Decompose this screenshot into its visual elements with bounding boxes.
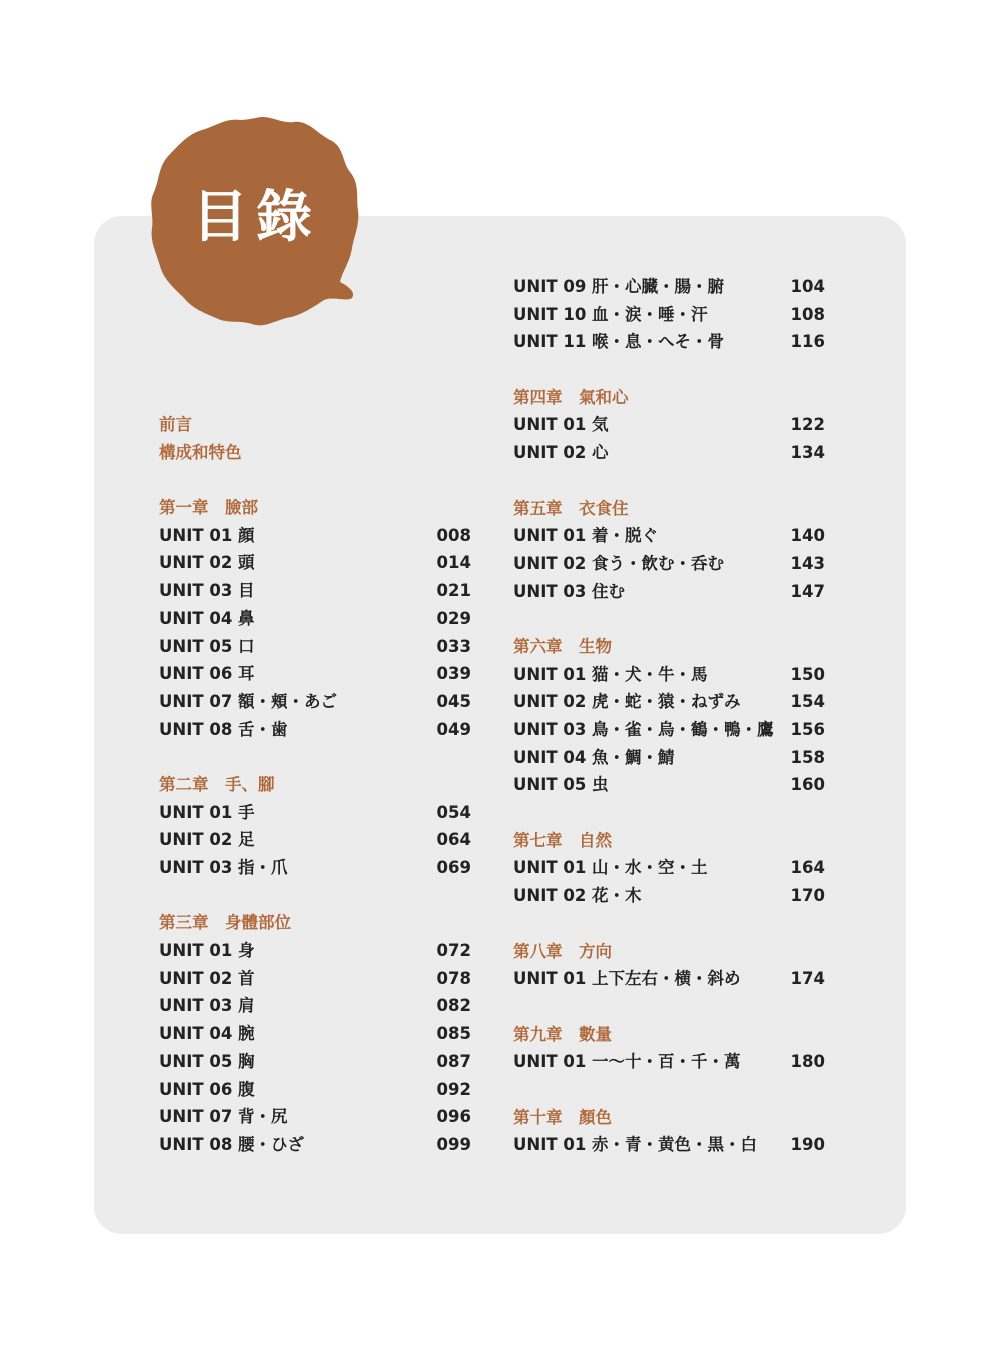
toc-entry bbox=[159, 937, 471, 965]
spacer bbox=[513, 1076, 825, 1104]
unit-title: UNIT 03 肩 bbox=[159, 996, 255, 1016]
page-number: 039 bbox=[436, 664, 471, 684]
unit-title: UNIT 03 目 bbox=[159, 581, 255, 601]
chapter-heading bbox=[159, 439, 471, 467]
page-number: 021 bbox=[436, 581, 471, 601]
spacer bbox=[513, 467, 825, 495]
page-number: 029 bbox=[436, 608, 471, 628]
page-number: 049 bbox=[436, 719, 471, 739]
toc-entry bbox=[159, 660, 471, 688]
toc-entry bbox=[159, 992, 471, 1020]
unit-title: UNIT 01 山・水・空・土 bbox=[513, 858, 708, 878]
chapter-heading bbox=[513, 1021, 825, 1049]
page-number: 078 bbox=[436, 968, 471, 988]
unit-title: UNIT 05 虫 bbox=[513, 775, 609, 795]
chapter-title: 第二章 手、腳 bbox=[159, 774, 275, 794]
toc-entry bbox=[513, 273, 825, 301]
chapter-heading bbox=[159, 494, 471, 522]
unit-title: UNIT 03 住む bbox=[513, 581, 626, 601]
chapter-heading bbox=[159, 909, 471, 937]
toc-entry bbox=[513, 771, 825, 799]
page-number: 096 bbox=[436, 1107, 471, 1127]
unit-title: UNIT 07 背・尻 bbox=[159, 1107, 288, 1127]
page-number: 104 bbox=[790, 277, 825, 296]
spacer bbox=[513, 356, 825, 384]
chapter-title: 第八章 方向 bbox=[513, 941, 612, 961]
toc-entry bbox=[513, 328, 825, 356]
toc-left-column bbox=[159, 411, 471, 1159]
page-number: 190 bbox=[790, 1135, 825, 1155]
toc-entry bbox=[513, 882, 825, 910]
toc-entry bbox=[513, 965, 825, 993]
toc-entry bbox=[159, 1048, 471, 1076]
page-number: 170 bbox=[790, 886, 825, 906]
unit-title: UNIT 02 虎・蛇・猿・ねずみ bbox=[513, 692, 741, 712]
page-number: 014 bbox=[436, 553, 471, 573]
toc-entry bbox=[513, 1131, 825, 1159]
page-number: 134 bbox=[790, 443, 825, 463]
toc-entry bbox=[513, 439, 825, 467]
chapter-heading bbox=[513, 384, 825, 412]
toc-entry bbox=[159, 1103, 471, 1131]
toc-entry bbox=[513, 661, 825, 689]
page-number: 143 bbox=[790, 553, 825, 573]
unit-title: UNIT 04 鼻 bbox=[159, 608, 255, 628]
unit-title: UNIT 01 顔 bbox=[159, 525, 255, 545]
unit-title: UNIT 04 腕 bbox=[159, 1024, 255, 1044]
unit-title: UNIT 01 一～十・百・千・萬 bbox=[513, 1052, 741, 1072]
toc-entry bbox=[513, 688, 825, 716]
toc-entry bbox=[513, 854, 825, 882]
chapter-title: 前言 bbox=[159, 415, 192, 434]
page-number: 116 bbox=[790, 332, 825, 352]
page-number: 064 bbox=[436, 830, 471, 850]
chapter-title: 構成和特色 bbox=[159, 442, 242, 462]
toc-entry bbox=[513, 744, 825, 772]
chapter-heading bbox=[513, 495, 825, 523]
page-number: 154 bbox=[790, 692, 825, 712]
chapter-title: 第九章 數量 bbox=[513, 1024, 612, 1044]
spacer bbox=[513, 605, 825, 633]
toc-entry bbox=[159, 716, 471, 744]
chapter-title: 第三章 身體部位 bbox=[159, 913, 291, 933]
unit-title: UNIT 06 腹 bbox=[159, 1079, 255, 1099]
spacer bbox=[513, 799, 825, 827]
toc-entry bbox=[513, 716, 825, 744]
spacer bbox=[513, 910, 825, 938]
page-number: 180 bbox=[790, 1052, 825, 1072]
page-number: 099 bbox=[436, 1134, 471, 1154]
unit-title: UNIT 02 頭 bbox=[159, 553, 255, 573]
unit-title: UNIT 05 胸 bbox=[159, 1051, 255, 1071]
page-number: 087 bbox=[436, 1051, 471, 1071]
unit-title: UNIT 08 腰・ひざ bbox=[159, 1134, 305, 1154]
chapter-heading bbox=[513, 1104, 825, 1132]
page-number: 147 bbox=[790, 581, 825, 601]
toc-entry bbox=[159, 854, 471, 882]
page-number: 072 bbox=[436, 941, 471, 961]
toc-entry bbox=[159, 1020, 471, 1048]
page-number: 108 bbox=[790, 304, 825, 324]
toc-entry bbox=[159, 522, 471, 550]
chapter-title: 第一章 臉部 bbox=[159, 498, 258, 518]
page-number: 045 bbox=[436, 691, 471, 711]
unit-title: UNIT 07 額・頬・あご bbox=[159, 691, 338, 711]
toc-entry bbox=[513, 578, 825, 606]
unit-title: UNIT 03 指・爪 bbox=[159, 858, 288, 877]
page-number: 069 bbox=[436, 858, 471, 877]
toc-entry bbox=[159, 826, 471, 854]
unit-title: UNIT 01 手 bbox=[159, 802, 255, 822]
chapter-title: 第四章 氣和心 bbox=[513, 387, 629, 407]
spacer bbox=[159, 743, 471, 771]
toc-entry bbox=[159, 799, 471, 827]
spacer bbox=[159, 882, 471, 910]
page-number: 156 bbox=[790, 720, 825, 739]
page-number: 160 bbox=[790, 775, 825, 795]
page-number: 092 bbox=[436, 1079, 471, 1099]
chapter-heading bbox=[513, 633, 825, 661]
toc-entry bbox=[513, 522, 825, 550]
page-number: 085 bbox=[436, 1024, 471, 1044]
toc-entry bbox=[159, 1131, 471, 1159]
toc-entry bbox=[159, 1076, 471, 1104]
unit-title: UNIT 02 食う・飲む・呑む bbox=[513, 553, 725, 573]
toc-entry bbox=[513, 411, 825, 439]
page-number: 150 bbox=[790, 664, 825, 684]
unit-title: UNIT 10 血・涙・唾・汗 bbox=[513, 304, 708, 324]
unit-title: UNIT 05 口 bbox=[159, 636, 255, 656]
toc-entry bbox=[159, 688, 471, 716]
unit-title: UNIT 01 着・脱ぐ bbox=[513, 526, 659, 546]
unit-title: UNIT 06 耳 bbox=[159, 664, 255, 684]
toc-right-column bbox=[513, 273, 825, 1159]
unit-title: UNIT 02 足 bbox=[159, 830, 255, 850]
toc-entry bbox=[513, 1048, 825, 1076]
unit-title: UNIT 01 気 bbox=[513, 415, 609, 435]
page-number: 033 bbox=[436, 636, 471, 656]
unit-title: UNIT 09 肝・心臓・腸・腑 bbox=[513, 277, 725, 296]
unit-title: UNIT 02 心 bbox=[513, 443, 609, 463]
toc-entry bbox=[513, 550, 825, 578]
toc-entry bbox=[159, 605, 471, 633]
toc-entry bbox=[159, 633, 471, 661]
page-number: 082 bbox=[436, 996, 471, 1016]
chapter-heading bbox=[159, 771, 471, 799]
spacer bbox=[513, 993, 825, 1021]
unit-title: UNIT 02 首 bbox=[159, 968, 255, 988]
unit-title: UNIT 01 赤・青・黄色・黒・白 bbox=[513, 1135, 758, 1155]
page-number: 174 bbox=[790, 969, 825, 989]
page-number: 158 bbox=[790, 747, 825, 767]
page-number: 164 bbox=[790, 858, 825, 878]
unit-title: UNIT 01 身 bbox=[159, 941, 255, 961]
unit-title: UNIT 01 猫・犬・牛・馬 bbox=[513, 664, 708, 684]
page-number: 122 bbox=[790, 415, 825, 435]
toc-entry bbox=[159, 965, 471, 993]
chapter-heading bbox=[159, 411, 471, 439]
unit-title: UNIT 08 舌・歯 bbox=[159, 719, 288, 739]
page-title: 目錄 bbox=[192, 185, 320, 250]
chapter-title: 第五章 衣食住 bbox=[513, 498, 629, 518]
chapter-heading bbox=[513, 827, 825, 855]
chapter-title: 第六章 生物 bbox=[513, 636, 612, 656]
chapter-heading bbox=[513, 938, 825, 966]
page-number: 140 bbox=[790, 526, 825, 546]
unit-title: UNIT 01 上下左右・横・斜め bbox=[513, 969, 741, 989]
toc-entry bbox=[513, 301, 825, 329]
unit-title: UNIT 04 魚・鯛・鯖 bbox=[513, 747, 675, 767]
chapter-title: 第十章 顏色 bbox=[513, 1107, 612, 1127]
page-number: 008 bbox=[436, 525, 471, 545]
toc-entry bbox=[159, 549, 471, 577]
unit-title: UNIT 03 鳥・雀・烏・鶴・鴨・鷹 bbox=[513, 720, 774, 739]
page-number: 054 bbox=[436, 802, 471, 822]
chapter-title: 第七章 自然 bbox=[513, 830, 612, 850]
unit-title: UNIT 02 花・木 bbox=[513, 886, 642, 906]
spacer bbox=[159, 466, 471, 494]
toc-entry bbox=[159, 577, 471, 605]
unit-title: UNIT 11 喉・息・へそ・骨 bbox=[513, 332, 725, 352]
